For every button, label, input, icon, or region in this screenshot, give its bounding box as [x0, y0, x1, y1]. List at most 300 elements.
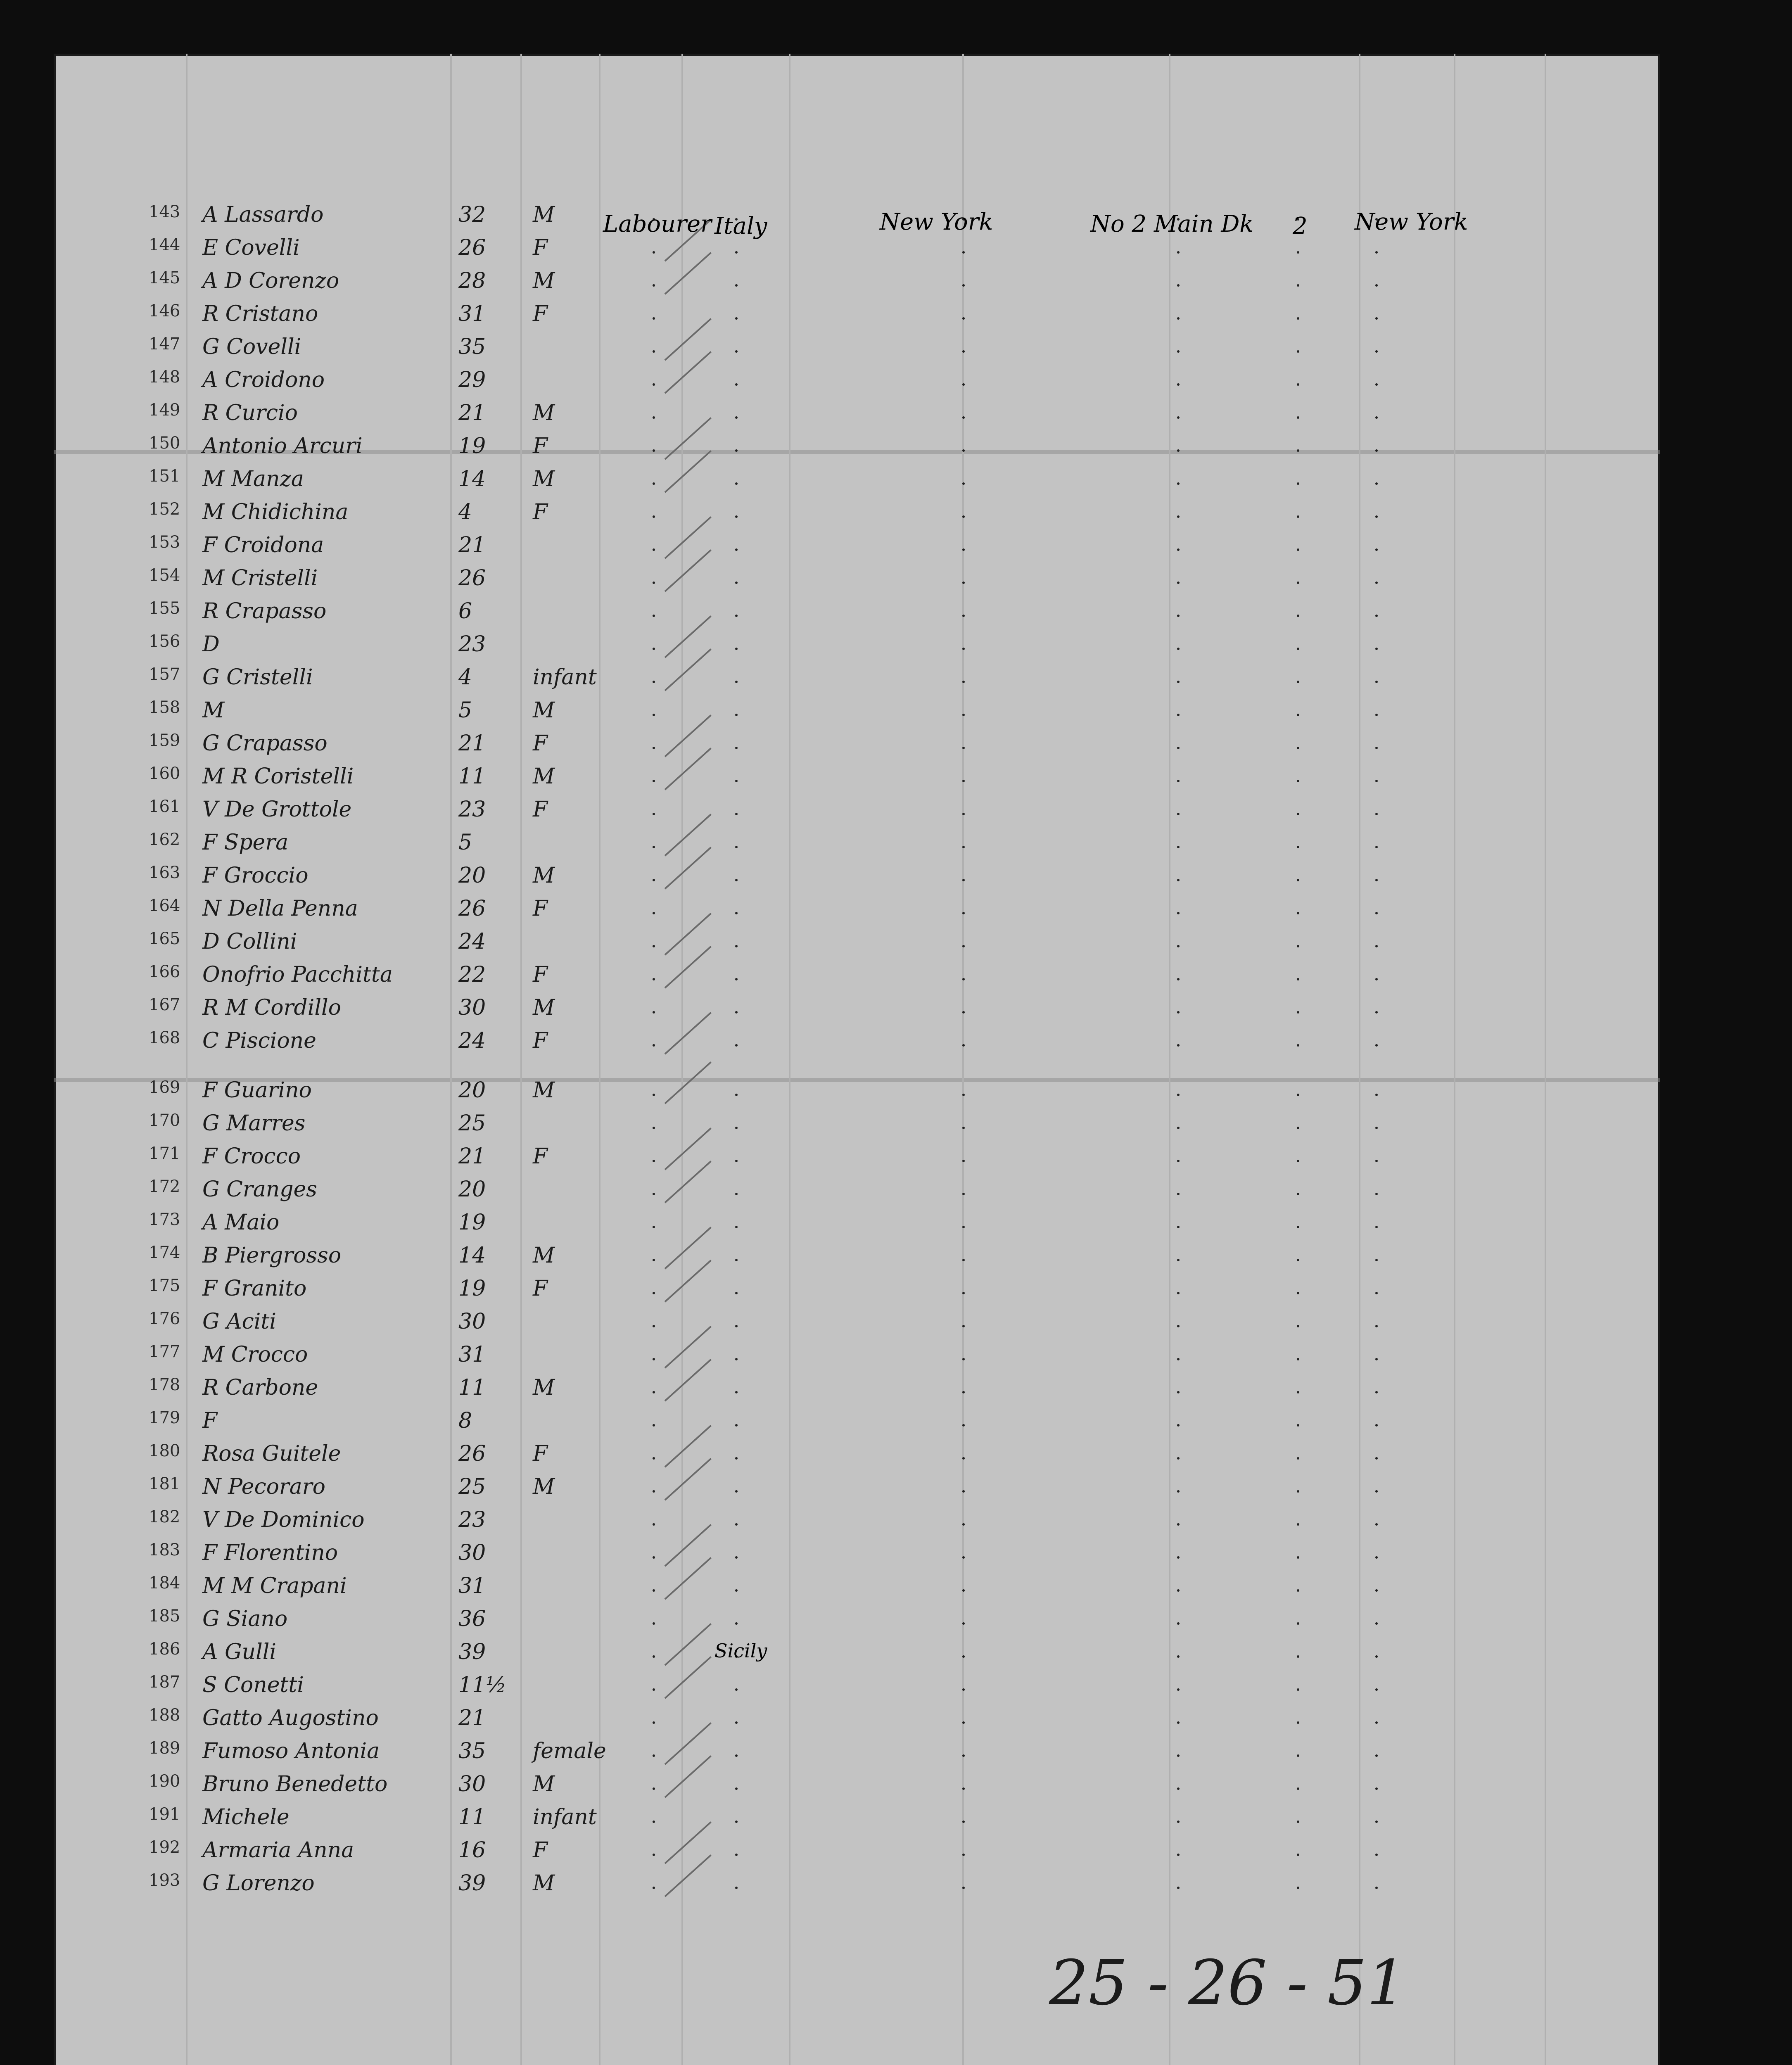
ditto-mark — [1375, 1854, 1378, 1856]
row-number: 178 — [149, 1375, 180, 1394]
ditto-mark — [1177, 1721, 1180, 1724]
ditto-mark — [1177, 846, 1180, 848]
row-number: 190 — [149, 1772, 180, 1791]
register-sheet — [54, 54, 1660, 2065]
ditto-mark — [653, 350, 655, 353]
table-row — [54, 335, 1660, 368]
table-row — [54, 467, 1660, 500]
ditto-mark — [653, 1011, 655, 1014]
ditto-mark — [1177, 350, 1180, 353]
ditto-mark — [962, 582, 965, 584]
ditto-mark — [1375, 1127, 1378, 1129]
passenger-name: M Cristelli — [202, 566, 318, 591]
table-row — [54, 731, 1660, 764]
ditto-mark — [1177, 482, 1180, 485]
age: 5 — [458, 830, 472, 855]
header-nationality: Italy — [714, 213, 767, 240]
sex: M — [533, 863, 555, 888]
table-row — [54, 533, 1660, 566]
passenger-name: M R Coristelli — [202, 764, 354, 789]
row-number: 174 — [149, 1243, 180, 1262]
ditto-mark — [1375, 1523, 1378, 1526]
table-row — [54, 235, 1660, 268]
ditto-mark — [1375, 1226, 1378, 1228]
ditto-mark — [962, 1044, 965, 1047]
ditto-mark — [962, 284, 965, 287]
sex: M — [533, 1772, 555, 1797]
ditto-mark — [1177, 317, 1180, 320]
ditto-mark — [962, 317, 965, 320]
passenger-name: M M Crapani — [202, 1574, 347, 1598]
ditto-mark — [1375, 449, 1378, 452]
age: 39 — [458, 1871, 486, 1896]
ditto-mark — [1177, 515, 1180, 518]
row-number: 148 — [149, 368, 180, 387]
ditto-mark — [1177, 1193, 1180, 1195]
ditto-mark — [735, 582, 738, 584]
passenger-name: G Siano — [202, 1607, 288, 1631]
ditto-mark — [1297, 1226, 1299, 1228]
ditto-mark — [653, 1391, 655, 1393]
ditto-mark — [962, 978, 965, 980]
ditto-mark — [1297, 515, 1299, 518]
ditto-mark — [1375, 1160, 1378, 1162]
ditto-mark — [1375, 945, 1378, 947]
ditto-mark — [1297, 1127, 1299, 1129]
sex: F — [533, 1441, 548, 1466]
ditto-mark — [1375, 1325, 1378, 1327]
ditto-mark — [1375, 846, 1378, 848]
ditto-mark — [1297, 747, 1299, 749]
ditto-mark — [1375, 1044, 1378, 1047]
passenger-name: Gatto Augostino — [202, 1706, 379, 1730]
table-row — [54, 1177, 1660, 1210]
passenger-name: R Crapasso — [202, 599, 327, 624]
ditto-mark — [962, 648, 965, 650]
row-number: 176 — [149, 1309, 180, 1328]
ditto-mark — [1177, 1854, 1180, 1856]
ditto-mark — [653, 1457, 655, 1460]
ditto-mark — [962, 1358, 965, 1360]
ditto-mark — [1375, 1490, 1378, 1493]
ditto-mark — [735, 1292, 738, 1294]
passenger-name: A D Corenzo — [202, 268, 339, 293]
ditto-mark — [1177, 1044, 1180, 1047]
age: 35 — [458, 335, 486, 359]
header-occupation: Labourer — [603, 211, 712, 237]
sex: F — [533, 1028, 548, 1053]
sex: F — [533, 500, 548, 525]
ditto-mark — [1297, 482, 1299, 485]
passenger-name: B Piergrosso — [202, 1243, 342, 1268]
ditto-mark — [1375, 714, 1378, 716]
ditto-mark — [653, 1589, 655, 1592]
ditto-mark — [1375, 1292, 1378, 1294]
ditto-mark — [1297, 1160, 1299, 1162]
passenger-name: M Manza — [202, 467, 304, 491]
ditto-mark — [962, 1259, 965, 1261]
row-number: 152 — [149, 500, 180, 519]
ditto-mark — [1297, 945, 1299, 947]
age: 19 — [458, 434, 486, 458]
table-row — [54, 1441, 1660, 1474]
ditto-mark — [1297, 251, 1299, 254]
ditto-mark — [962, 615, 965, 617]
passenger-name: V De Grottole — [202, 797, 352, 822]
row-number: 144 — [149, 235, 180, 254]
row-number: 153 — [149, 533, 180, 552]
ditto-mark — [1297, 714, 1299, 716]
ditto-mark — [1375, 1787, 1378, 1790]
ditto-mark — [735, 1358, 738, 1360]
ditto-mark — [1177, 1754, 1180, 1757]
ditto-mark — [653, 548, 655, 551]
ditto-mark — [653, 1325, 655, 1327]
table-row — [54, 566, 1660, 599]
table-row — [54, 1144, 1660, 1177]
age: 28 — [458, 268, 486, 293]
ditto-mark — [1177, 1887, 1180, 1889]
ditto-mark — [1177, 1325, 1180, 1327]
ditto-mark — [735, 681, 738, 683]
age: 25 — [458, 1474, 486, 1499]
passenger-name: Fumoso Antonia — [202, 1739, 380, 1764]
table-row — [54, 1408, 1660, 1441]
ditto-mark — [1297, 879, 1299, 881]
ditto-mark — [1375, 1887, 1378, 1889]
ditto-mark — [962, 1821, 965, 1823]
ditto-mark — [1297, 1358, 1299, 1360]
table-row — [54, 1342, 1660, 1375]
table-row — [54, 1871, 1660, 1904]
sex: F — [533, 235, 548, 260]
ditto-mark — [1297, 1854, 1299, 1856]
ditto-mark — [735, 416, 738, 419]
ditto-mark — [962, 747, 965, 749]
age: 20 — [458, 1177, 486, 1202]
row-number: 145 — [149, 268, 180, 287]
ditto-mark — [1375, 582, 1378, 584]
row-number: 164 — [149, 896, 180, 915]
row-number: 175 — [149, 1276, 180, 1295]
age: 30 — [458, 995, 486, 1020]
ditto-mark — [735, 1622, 738, 1625]
table-row — [54, 1772, 1660, 1805]
ditto-mark — [1375, 1589, 1378, 1592]
ditto-mark — [1297, 582, 1299, 584]
passenger-name: G Aciti — [202, 1309, 276, 1334]
age: 30 — [458, 1540, 486, 1565]
ditto-mark — [1177, 1556, 1180, 1559]
ditto-mark — [1177, 1226, 1180, 1228]
sex: infant — [533, 1805, 597, 1830]
age: 21 — [458, 533, 486, 558]
row-number: 184 — [149, 1574, 180, 1593]
ditto-mark — [1375, 1391, 1378, 1393]
ditto-mark — [653, 1193, 655, 1195]
ditto-mark — [1297, 1589, 1299, 1592]
ditto-mark — [735, 648, 738, 650]
ditto-mark — [962, 1754, 965, 1757]
row-number: 173 — [149, 1210, 180, 1229]
row-number: 150 — [149, 434, 180, 453]
sex: M — [533, 202, 555, 227]
ditto-mark — [1177, 813, 1180, 815]
table-row — [54, 1474, 1660, 1507]
passenger-name: R Cristano — [202, 301, 318, 326]
ditto-mark — [1177, 780, 1180, 782]
ditto-mark — [735, 912, 738, 914]
ditto-mark — [1177, 879, 1180, 881]
ditto-mark — [1297, 1391, 1299, 1393]
ditto-mark — [1297, 1011, 1299, 1014]
ditto-mark — [735, 548, 738, 551]
header-address: No 2 Main Dk — [1090, 211, 1254, 237]
row-number: 155 — [149, 599, 180, 618]
ditto-mark — [962, 515, 965, 518]
ditto-mark — [735, 1887, 738, 1889]
ditto-mark — [962, 780, 965, 782]
ditto-mark — [1375, 1556, 1378, 1559]
ditto-mark — [735, 813, 738, 815]
ditto-mark — [653, 251, 655, 254]
ditto-mark — [653, 1854, 655, 1856]
ditto-mark — [962, 1887, 965, 1889]
passenger-name: R M Cordillo — [202, 995, 341, 1020]
passenger-name: C Piscione — [202, 1028, 316, 1053]
ditto-mark — [653, 912, 655, 914]
ditto-mark — [735, 515, 738, 518]
row-number: 187 — [149, 1673, 180, 1692]
passenger-name: M — [202, 698, 225, 723]
ditto-mark — [1177, 1787, 1180, 1790]
check-slash — [665, 1061, 712, 1104]
passenger-name: D — [202, 632, 220, 657]
table-row — [54, 797, 1660, 830]
ditto-mark — [1297, 648, 1299, 650]
ditto-mark — [735, 1226, 738, 1228]
table-row — [54, 1210, 1660, 1243]
age: 11 — [458, 1805, 486, 1830]
sex: female — [533, 1739, 606, 1764]
age: 11½ — [458, 1673, 507, 1697]
sex: M — [533, 1078, 555, 1103]
ditto-mark — [735, 1424, 738, 1427]
age: 32 — [458, 202, 486, 227]
row-number: 186 — [149, 1640, 180, 1659]
age: 39 — [458, 1640, 486, 1664]
passenger-name: A Croidono — [202, 368, 325, 392]
row-number: 163 — [149, 863, 180, 882]
age: 11 — [458, 764, 486, 789]
passenger-name: F Spera — [202, 830, 289, 855]
ditto-mark — [1297, 1887, 1299, 1889]
passenger-name: G Lorenzo — [202, 1871, 315, 1896]
age: 19 — [458, 1210, 486, 1235]
ditto-mark — [962, 912, 965, 914]
ditto-mark — [1297, 1292, 1299, 1294]
row-number: 181 — [149, 1474, 180, 1493]
ditto-mark — [653, 1358, 655, 1360]
table-row — [54, 1276, 1660, 1309]
ditto-mark — [1177, 648, 1180, 650]
ditto-mark — [1375, 416, 1378, 419]
passenger-name: G Crapasso — [202, 731, 328, 756]
age: 16 — [458, 1838, 486, 1863]
ditto-mark — [653, 1292, 655, 1294]
ditto-mark — [962, 1721, 965, 1724]
ditto-mark — [1375, 1688, 1378, 1691]
ditto-mark — [1297, 1787, 1299, 1790]
sex: F — [533, 896, 548, 921]
sex: F — [533, 434, 548, 458]
ditto-mark — [962, 1523, 965, 1526]
ditto-mark — [962, 482, 965, 485]
sex: F — [533, 301, 548, 326]
ditto-mark — [962, 1193, 965, 1195]
ditto-mark — [653, 1821, 655, 1823]
ditto-mark — [735, 1193, 738, 1195]
ditto-mark — [1297, 978, 1299, 980]
row-number: 193 — [149, 1871, 180, 1890]
passenger-name: G Cranges — [202, 1177, 317, 1202]
ditto-mark — [1297, 284, 1299, 287]
ditto-mark — [1375, 1094, 1378, 1096]
ditto-mark — [653, 648, 655, 650]
ditto-mark — [735, 1011, 738, 1014]
ditto-mark — [1177, 548, 1180, 551]
ditto-mark — [1177, 416, 1180, 419]
ditto-mark — [735, 1391, 738, 1393]
ditto-mark — [1297, 1325, 1299, 1327]
ditto-mark — [735, 780, 738, 782]
ditto-mark — [1177, 1490, 1180, 1493]
ditto-mark — [735, 978, 738, 980]
age: 23 — [458, 632, 486, 657]
ditto-mark — [1375, 317, 1378, 320]
ditto-mark — [1375, 1358, 1378, 1360]
ditto-mark — [735, 1556, 738, 1559]
sex: F — [533, 731, 548, 756]
age: 23 — [458, 1507, 486, 1532]
passenger-name: F Groccio — [202, 863, 309, 888]
ditto-mark — [962, 1094, 965, 1096]
ditto-mark — [1375, 879, 1378, 881]
table-row — [54, 1243, 1660, 1276]
ditto-mark — [1375, 383, 1378, 386]
passenger-name: E Covelli — [202, 235, 300, 260]
passenger-name: F — [202, 1408, 218, 1433]
row-number: 177 — [149, 1342, 180, 1361]
ditto-mark — [962, 251, 965, 254]
age: 11 — [458, 1375, 486, 1400]
ditto-mark — [1177, 1523, 1180, 1526]
ditto-mark — [653, 1160, 655, 1162]
ditto-mark — [735, 251, 738, 254]
ditto-mark — [1177, 912, 1180, 914]
row-number: 156 — [149, 632, 180, 651]
ditto-mark — [962, 1391, 965, 1393]
ditto-mark — [962, 1556, 965, 1559]
age: 24 — [458, 1028, 486, 1053]
ditto-mark — [1177, 1094, 1180, 1096]
ditto-mark — [735, 1490, 738, 1493]
table-row — [54, 1673, 1660, 1706]
sex: M — [533, 401, 555, 425]
passenger-name: Michele — [202, 1805, 290, 1830]
row-number: 154 — [149, 566, 180, 585]
ditto-mark — [1297, 1490, 1299, 1493]
table-row — [54, 500, 1660, 533]
passenger-name: A Lassardo — [202, 202, 324, 227]
ditto-mark — [653, 515, 655, 518]
age: 23 — [458, 797, 486, 822]
ditto-mark — [1297, 1424, 1299, 1427]
passenger-name: M Crocco — [202, 1342, 308, 1367]
passenger-name: D Collini — [202, 929, 297, 954]
ditto-mark — [1177, 1127, 1180, 1129]
ditto-mark — [1177, 1589, 1180, 1592]
ditto-mark — [1375, 1622, 1378, 1625]
table-row — [54, 896, 1660, 929]
ditto-mark — [1375, 482, 1378, 485]
ditto-mark — [735, 1457, 738, 1460]
ditto-mark — [735, 714, 738, 716]
ditto-mark — [653, 1754, 655, 1757]
row-number: 161 — [149, 797, 180, 816]
age: 21 — [458, 1706, 486, 1730]
passenger-name: N Pecoraro — [202, 1474, 325, 1499]
ditto-mark — [1177, 582, 1180, 584]
ditto-mark — [1297, 1259, 1299, 1261]
ditto-mark — [1375, 1721, 1378, 1724]
passenger-name: F Granito — [202, 1276, 307, 1301]
ditto-mark — [653, 813, 655, 815]
sex: F — [533, 962, 548, 987]
ditto-mark — [653, 1787, 655, 1790]
table-row — [54, 1507, 1660, 1540]
age: 26 — [458, 896, 486, 921]
ditto-mark — [735, 1160, 738, 1162]
age: 21 — [458, 1144, 486, 1169]
ditto-mark — [1375, 681, 1378, 683]
age: 8 — [458, 1408, 472, 1433]
table-row — [54, 1078, 1660, 1111]
ditto-mark — [653, 1127, 655, 1129]
ditto-mark — [1297, 615, 1299, 617]
ditto-mark — [962, 416, 965, 419]
ditto-mark — [1177, 1011, 1180, 1014]
ditto-mark — [1177, 714, 1180, 716]
table-row — [54, 1375, 1660, 1408]
ditto-mark — [962, 1457, 965, 1460]
ditto-mark — [653, 747, 655, 749]
row-number: 165 — [149, 929, 180, 948]
ditto-mark — [1375, 912, 1378, 914]
ditto-mark — [1177, 1259, 1180, 1261]
row-number: 188 — [149, 1706, 180, 1725]
ditto-mark — [653, 416, 655, 419]
ditto-mark — [1375, 978, 1378, 980]
ditto-mark — [653, 1655, 655, 1658]
ditto-mark — [1177, 1358, 1180, 1360]
ditto-mark — [653, 714, 655, 716]
row-number: 167 — [149, 995, 180, 1014]
ditto-mark — [1177, 1622, 1180, 1625]
ditto-mark — [1375, 1655, 1378, 1658]
table-row — [54, 995, 1660, 1028]
passenger-name: A Gulli — [202, 1640, 277, 1664]
